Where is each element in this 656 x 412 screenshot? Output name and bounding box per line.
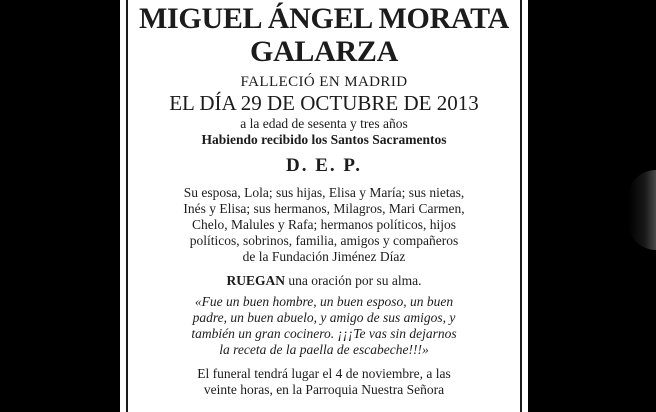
quote-line: «Fue un buen hombre, un buen esposo, un buen [194,294,454,309]
age-text: a la edad de sesenta y tres años [240,116,408,131]
family-line: políticos, sobrinos, familia, amigos y compañeros [189,233,459,248]
memorial-quote [134,294,514,358]
family-paragraph [134,185,514,265]
sacraments-text: Habiendo recibido los Santos Sacramentos [201,132,447,147]
prayer-request [134,273,514,289]
death-date: EL DÍA 29 DE OCTUBRE DE 2013 [169,91,479,115]
quote-line: la receta de la paella de escabeche!!!» [219,342,429,357]
scroll-edge-shadow [628,170,656,250]
dep-heading: D. E. P. [285,155,362,176]
death-place: FALLECIÓ EN MADRID [240,74,408,90]
deceased-name-line-2: GALARZA [250,35,398,68]
family-line: Chelo, Malules y Rafa; hermanos políticos, hijos [192,217,456,232]
left-black-margin [0,0,120,400]
obituary-card [120,0,528,412]
obituary-content [134,2,514,398]
ruegan-bold: RUEGAN [226,273,286,288]
family-line: de la Fundación Jiménez Díaz [242,249,406,264]
funeral-info [134,366,514,398]
funeral-line: El funeral tendrá lugar el 4 de noviembre, a las [197,366,451,381]
quote-line: también un gran cocinero. ¡¡¡Te vas sin dejarnos [191,326,457,341]
family-line: Su esposa, Lola; sus hijas, Elisa y María; sus nietas, [183,185,465,200]
ruegan-rest: una oración por su alma. [285,273,422,288]
quote-line: padre, un buen abuelo, y amigo de sus amigos, y [192,310,456,325]
funeral-line: veinte horas, en la Parroquia Nuestra Señora [203,382,445,397]
family-line: Inés y Elisa; sus hermanos, Milagros, Mari Carmen, [183,201,465,216]
deceased-name [134,2,514,68]
deceased-name-line-1: MIGUEL ÁNGEL MORATA [139,2,509,35]
